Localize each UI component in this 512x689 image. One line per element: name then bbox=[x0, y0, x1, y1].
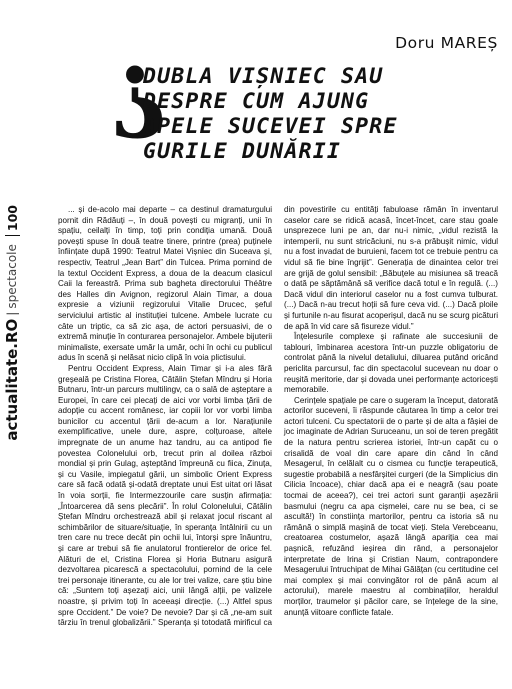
paragraph: ... și de-acolo mai departe – ca destinul dramaturgului pornit din Rădăuți –, în două povești cu migranți, unii în spațiu, ceilalți în timp, toți prin condiția umană. Două povești spuse în două teatre tinere, printre (prea) puținele înființate după 1990: Teatrul Matei Vișniec din Suceava și, respectiv, Teatrul „Jean Bart” din Tulcea. Prima pornind de la textul Occident Express, a doua de la deacum clasicul Caii la fereastră. Prima sub bagheta directorului Théâtre des Halles din Avignon, regizorul Alain Timar, a doua expresie a viziunii regizorului Vitalie Drucec, șeful serviciului artistic al instituției tulcene. Ambele lucrate cu câte un triptic, ca să zic așa, de actori persuasivi, de o extremă minuție în conturarea personajelor. Ambele bijuterii minimaliste, exersate umăr la umăr, ochi în ochi cu publicul adus în scenă și nelăsat nicio clipă în voia plictisului. bbox=[58, 205, 272, 363]
sidebar-label bbox=[0, 205, 24, 445]
vertical-sidebar bbox=[0, 205, 24, 445]
section-name: spectacole bbox=[5, 244, 19, 309]
article-title bbox=[143, 64, 505, 164]
title-line-3: APELE SUCEVEI SPRE bbox=[143, 114, 398, 139]
publication-brand: actualitate.RO bbox=[3, 318, 21, 441]
paragraph: Înțelesurile complexe și rafinate ale succesiunii de tablouri, îmbinarea acestora într-un puzzle obligatoriu de controlat până la nivelul detaliului, diluarea putând oricând periclita parcursul, fac din spectacolul sucevean nu doar o reușită meritorie, dar și dovada unei performanțe actoricești memorabile. bbox=[284, 332, 498, 395]
page-number: 100 bbox=[5, 205, 20, 236]
decorative-question-mark: ? bbox=[110, 44, 167, 157]
title-line-1: DUBLA VIȘNIEC SAU bbox=[143, 64, 384, 89]
paragraph: Pentru Occident Express, Alain Timar și i-a ales fără greșeală pe Cristina Florea, Cătălin Ștefan Mîndru și Horia Butnaru, într-un parcurs multilingv, ca o sală de așteptare a Europei, în care cei plecați de aici vor vorbi limba țării de adopție cu accent românesc, iar copiii lor vor vorbi limba bunicilor cu accentul țării de-acum a lor. Narațiunile exemplificative, unele dure, aspre, colțuroase, altele impregnate de un anume haz tandru, au ca antipod fie povestea Colonelului orb, trecut prin al doilea război mondial și prin Gulag, așteptând împreună cu fiica, Zinuța, și cu Vasile, impiegatul gării, un simbolic Orient Express care să facă odată și-odată dreptate unui Est uitat ori lăsat în voia sorții, fie Intermezzourile care susțin afirmația: „Întoarcerea dă sens plecării”. În rolul Colonelului, Cătălin Ștefan Mîndru orchestrează abil și relaxat jocul riscant al schimbărilor de situare/situație, în speranța întâlnirii cu un tren care nu trece decât pin ochii lui, întorși spre înăuntru, și care ar trebui să fie anulatorul frontierelor de orice fel. Alături de el, Cristina Florea și Horia Butnaru asigură dezvoltarea picarescă a spectacolului, pornind de la cele trei personaje itinerante, cu ale lor trei valize, care știu bine că: „Suntem toți așezați aici, unii lângă alții, pe valizele noastre, și privim toți în aceeași direcție. (...) Altfel spus spre Occident.” De voie? De nevoie? Dar și că „ne-am suit târziu în trenul globalizării.” Speranța și totodată mirificul ca din povestirile cu entități fabuloase rămân în inventarul caselor care se ridică acasă, încet-încet, care stau goale unsprezece luni pe an, dar nu-i nimic, „vidul rezistă la intemperii, nu sunt stricăciuni, nu s-a prăbușit nimic, vidul nu a fost invadat de buruieni, facem tot ce trebuie pentru ca vidul să fie bine îngrijit”. Generația de dinaintea celor trei are grijă de golul sensibil: „Băbuțele au misiunea să treacă o dată pe săptămână să verifice dacă totul e în regulă. (...) Dacă vidul din interiorul caselor nu a fost cumva tulburat. (...) Dacă n-au trecut hoții să fure ceva vid. (...) Dacă ploile și furtunile n-au fisurat acoperișul, dacă nu se scurg picături de apă în vid care să fisureze vidul.” bbox=[58, 205, 498, 628]
article-body bbox=[58, 205, 498, 689]
paragraph: Cerințele spațiale pe care o sugeram la început, datorată actorilor suceveni, îi răspunde căutarea în timp a celor trei actori tulceni. Cu spectatorii de o parte și de alta a fâșiei de joc imaginate de Adrian Suruceanu, un soi de teren pregătit de la natura pentru scrierea istoriei, într-un capăt cu o crisalidă de voal din care apare din când în când Mesagerul, în celălalt cu o cismea cu funcție terapeutică, sugestie probabilă a nesfârșitei curgeri (de la Simplicius din Cilicia încoace), chiar dacă apa ei e neagră (sau poate tocmai de aceea?), cei trei actori sunt garanții așezării basmului (negru ca apa cișmelei, care nu se bea, ci se ascultă!) în constiința martorilor, pentru ca istoria să nu rămână o simplă mașină de tocat vieți. Stela Verebceanu, creatoarea costumelor, așază lângă apariția cea mai pașnică, refuzând ieșirea din rând, a personajelor interpretate de Irina și Cristian Naum, contrapondere Mesagerului întruchipat de Mihai Gălățan (cu certitudine cel mai complex și mai convingător rol de până acum al actorului), marele maestru al combinațiilor, heraldul morților, traumelor și păcilor care, se înțelege de la sine, anunță viitoare conflicte fatale. bbox=[284, 395, 498, 617]
author-name: Doru MAREȘ bbox=[395, 34, 498, 52]
sidebar-separator: | bbox=[5, 311, 19, 316]
title-line-2: DESPRE CUM AJUNG bbox=[143, 89, 370, 114]
title-line-4: GURILE DUNĂRII bbox=[143, 139, 342, 164]
